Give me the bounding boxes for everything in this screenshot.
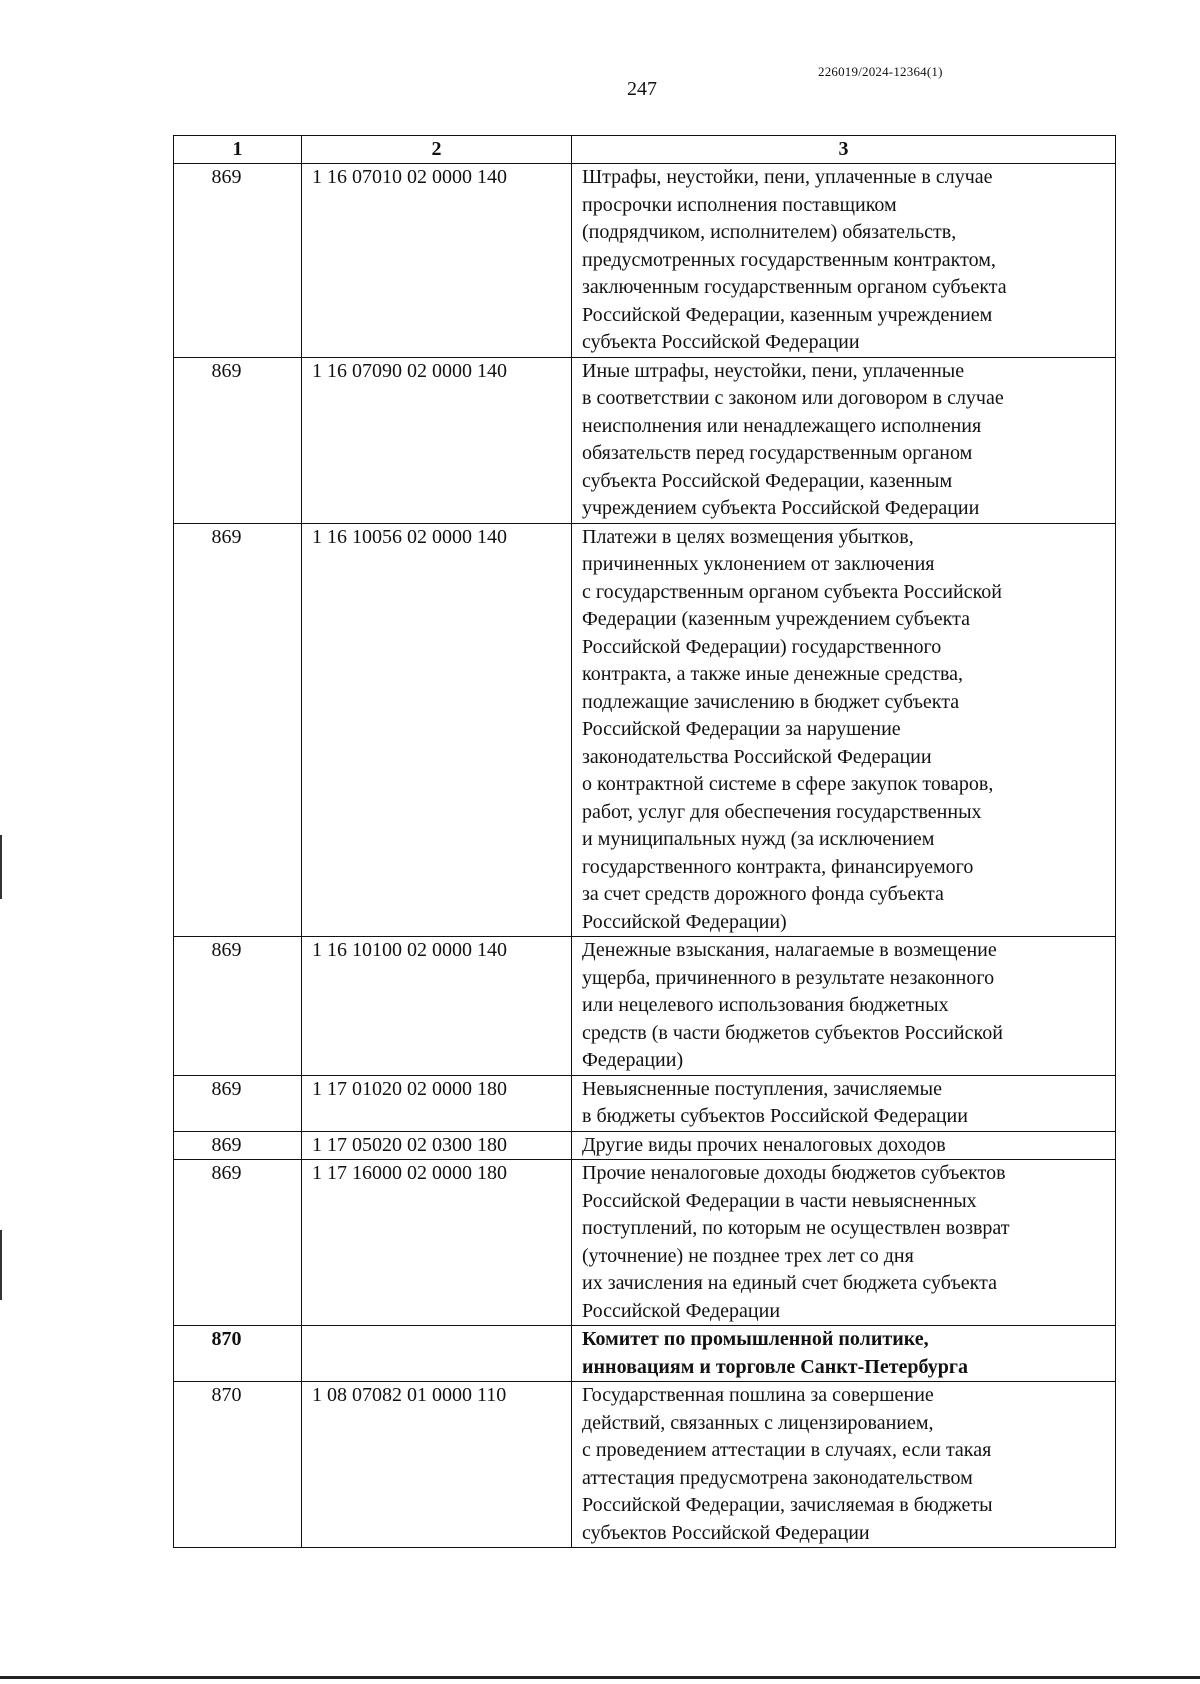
budget-classification-code-cell: 1 16 07010 02 0000 140: [302, 164, 572, 358]
budget-classification-code-cell: 1 16 10056 02 0000 140: [302, 523, 572, 937]
administrator-code-cell: 869: [174, 523, 302, 937]
administrator-code-cell: 870: [174, 1326, 302, 1382]
page-number: 247: [627, 78, 657, 100]
revenue-description-cell: Другие виды прочих неналоговых доходов: [572, 1131, 1116, 1160]
revenue-description-cell: Государственная пошлина за совершение действий, связанных с лицензированием, с проведением аттестации в случаях, если такая аттестация предусмотрена законодательством Российской Федерации, зачисляемая в бюджеты субъектов Российской Федерации: [572, 1382, 1116, 1548]
budget-classification-code-cell: 1 17 05020 02 0300 180: [302, 1131, 572, 1160]
scan-bottom-edge: [0, 1676, 1200, 1679]
table-row: [174, 1131, 1116, 1160]
revenue-description-cell: Невыясненные поступления, зачисляемые в бюджеты субъектов Российской Федерации: [572, 1075, 1116, 1131]
table-row: [174, 937, 1116, 1076]
revenue-codes-table: [173, 135, 1116, 1548]
column-header-2: 2: [302, 136, 572, 164]
administrator-code-cell: 869: [174, 1160, 302, 1326]
table-header-row: [174, 136, 1116, 164]
table-row: [174, 1382, 1116, 1548]
budget-classification-code-cell: 1 16 10100 02 0000 140: [302, 937, 572, 1076]
administrator-code-cell: 869: [174, 1131, 302, 1160]
scan-edge-mark: [0, 1230, 2, 1300]
revenue-description-cell: Денежные взыскания, налагаемые в возмещение ущерба, причиненного в результате незаконного или нецелевого использования бюджетных средств (в части бюджетов субъектов Российской Федерации): [572, 937, 1116, 1076]
scan-edge-mark: [0, 835, 2, 899]
administrator-code-cell: 869: [174, 164, 302, 358]
table-row: [174, 1075, 1116, 1131]
administrator-code-cell: 869: [174, 357, 302, 523]
administrator-code-cell: 869: [174, 937, 302, 1076]
budget-classification-code-cell: 1 16 07090 02 0000 140: [302, 357, 572, 523]
table-row: [174, 523, 1116, 937]
document-registration-number: 226019/2024-12364(1): [818, 64, 943, 79]
table-row: [174, 164, 1116, 358]
budget-classification-code-cell: 1 08 07082 01 0000 110: [302, 1382, 572, 1548]
administrator-code-cell: 870: [174, 1382, 302, 1548]
column-header-3: 3: [572, 136, 1116, 164]
budget-classification-code-cell: 1 17 01020 02 0000 180: [302, 1075, 572, 1131]
table-row-section-heading: [174, 1326, 1116, 1382]
revenue-description-cell: Иные штрафы, неустойки, пени, уплаченные в соответствии с законом или договором в случае неисполнения или ненадлежащего исполнения обязательств перед государственным органом субъекта Российской Федерации, казенным учреждением субъекта Российской Федерации: [572, 357, 1116, 523]
table-row: [174, 1160, 1116, 1326]
budget-classification-code-cell: 1 17 16000 02 0000 180: [302, 1160, 572, 1326]
revenue-description-cell: Платежи в целях возмещения убытков, причиненных уклонением от заключения с государственным органом субъекта Российской Федерации (казенным учреждением субъекта Российской Федерации) государственного контракта, а также иные денежные средства, подлежащие зачислению в бюджет субъекта Российской Федерации за нарушение законодательства Российской Федерации о контрактной системе в сфере закупок товаров, работ, услуг для обеспечения государственных и муниципальных нужд (за исключением государственного контракта, финансируемого за счет средств дорожного фонда субъекта Российской Федерации): [572, 523, 1116, 937]
budget-classification-code-cell: [302, 1326, 572, 1382]
administrator-code-cell: 869: [174, 1075, 302, 1131]
column-header-1: 1: [174, 136, 302, 164]
revenue-description-cell: Штрафы, неустойки, пени, уплаченные в случае просрочки исполнения поставщиком (подрядчиком, исполнителем) обязательств, предусмотренных государственным контрактом, заключенным государственным органом субъекта Российской Федерации, казенным учреждением субъекта Российской Федерации: [572, 164, 1116, 358]
revenue-description-cell: Прочие неналоговые доходы бюджетов субъектов Российской Федерации в части невыясненных поступлений, по которым не осуществлен возврат (уточнение) не позднее трех лет со дня их зачисления на единый счет бюджета субъекта Российской Федерации: [572, 1160, 1116, 1326]
administrator-name-cell: Комитет по промышленной политике, инновациям и торговле Санкт-Петербурга: [572, 1326, 1116, 1382]
table-row: [174, 357, 1116, 523]
